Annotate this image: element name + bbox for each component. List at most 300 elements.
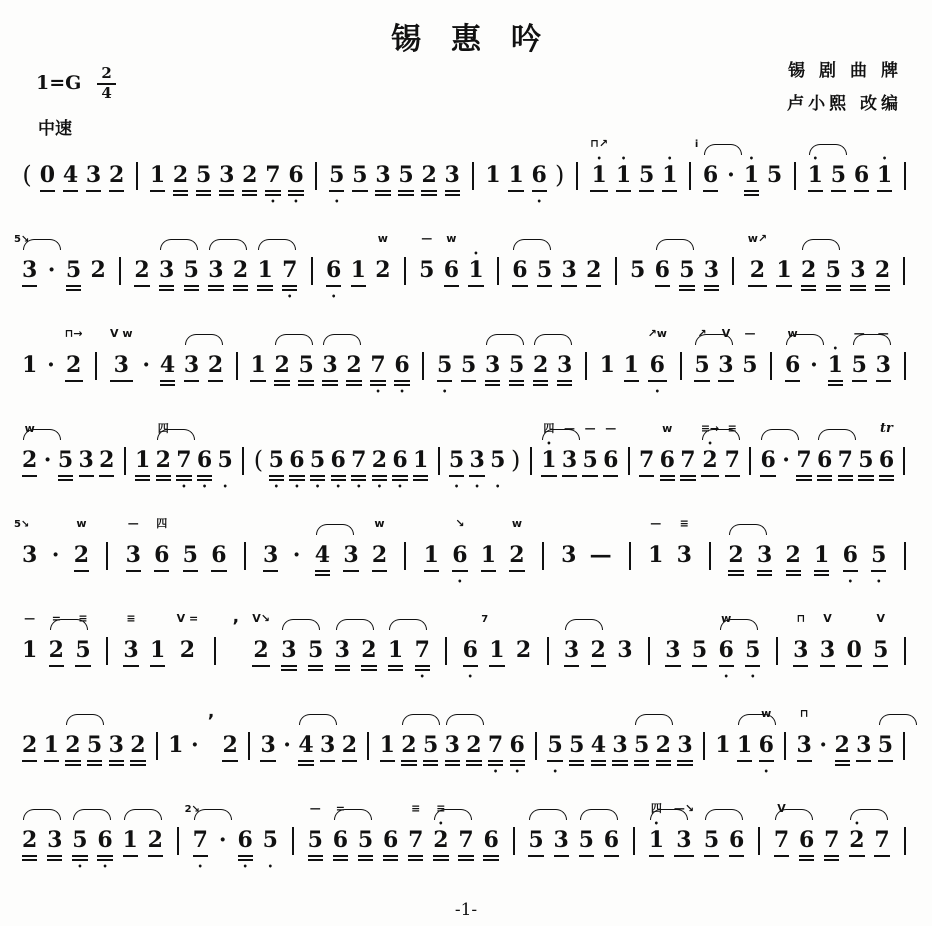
note: = 2 xyxy=(47,609,66,680)
note: 3 xyxy=(84,134,103,205)
slur-arc xyxy=(850,809,888,820)
slur-arc xyxy=(185,334,223,345)
note: 5 xyxy=(356,799,375,870)
barline xyxy=(171,799,185,870)
note: w 6 • xyxy=(757,704,776,775)
slur-arc xyxy=(160,239,198,250)
note: 5 xyxy=(194,134,213,205)
note: 3 xyxy=(279,609,298,680)
ornament-mark: ≡ xyxy=(78,612,88,625)
augmentation-dot: · xyxy=(292,542,301,568)
augmentation-dot: · xyxy=(727,162,735,188)
barline xyxy=(743,419,757,490)
barline xyxy=(230,324,244,395)
note: 3 xyxy=(341,514,360,585)
music-line-7 xyxy=(16,704,916,775)
note: 3 xyxy=(182,324,201,395)
note: 3 xyxy=(562,609,581,680)
barline xyxy=(622,419,636,490)
barline xyxy=(466,134,480,205)
credit-arranger: 卢小熙 改编 xyxy=(787,94,902,114)
note: 2 xyxy=(873,229,892,300)
note: 5 • xyxy=(70,799,89,870)
note: 5 xyxy=(829,134,848,205)
note: ≡ 3 xyxy=(121,609,140,680)
note: 7 • xyxy=(265,162,281,206)
slur-arc xyxy=(209,239,247,250)
note: 6 xyxy=(758,419,777,490)
note: 4 xyxy=(313,514,332,585)
duration-dash: — xyxy=(589,542,612,568)
barline xyxy=(579,324,593,395)
grace-note: 5↘ xyxy=(14,519,30,530)
note: 1 xyxy=(422,514,441,585)
augmentation-dot: · xyxy=(43,447,52,473)
ornament-mark: w xyxy=(787,327,798,340)
slur-arc xyxy=(729,524,767,535)
barline xyxy=(897,229,911,300)
note: w 2 xyxy=(373,229,392,300)
augmentation-dot: · xyxy=(51,542,60,568)
barline xyxy=(898,609,912,680)
barline xyxy=(897,419,911,490)
note: 5 xyxy=(296,324,315,395)
note: 4 xyxy=(61,134,80,205)
note: 1 xyxy=(349,229,368,300)
note: 2 • xyxy=(371,447,388,491)
note: 6 • xyxy=(462,637,478,681)
note: 2 xyxy=(340,704,359,775)
note: 四 • 1 xyxy=(539,419,558,490)
note: 7 xyxy=(836,419,855,490)
note: 3 xyxy=(45,799,64,870)
note: • 1 xyxy=(806,134,825,205)
ornament-mark: — xyxy=(877,327,889,340)
note: 5 xyxy=(702,799,721,870)
note: 6 • xyxy=(842,542,858,586)
barline xyxy=(609,229,623,300)
note: 2 xyxy=(419,134,438,205)
note: 3 xyxy=(333,609,352,680)
note: — 3 xyxy=(124,514,143,585)
ornament-mark: —↘ xyxy=(673,802,695,815)
note: 5 xyxy=(396,134,415,205)
note: 5 • xyxy=(217,447,233,491)
note: 3 xyxy=(552,799,571,870)
note: 1 xyxy=(148,609,167,680)
slur-arc xyxy=(656,239,694,250)
barline xyxy=(100,514,114,585)
ornament-mark: ≡ xyxy=(126,612,136,625)
slur-arc xyxy=(486,334,524,345)
note: — 6 xyxy=(601,419,620,490)
slur-arc xyxy=(389,619,427,630)
note: V 5 xyxy=(871,609,890,680)
note: 5↘ 3 xyxy=(20,514,39,585)
note: 3 xyxy=(318,704,337,775)
note: 3 xyxy=(848,229,867,300)
note: 1 xyxy=(411,419,430,490)
credit-genre: 锡剧曲牌 xyxy=(788,61,912,81)
note: 6 xyxy=(815,419,834,490)
note: 5 • xyxy=(262,827,278,871)
barline xyxy=(238,514,252,585)
grace-note: 2↘ xyxy=(184,804,200,815)
slur-arc xyxy=(534,334,572,345)
note: 3 xyxy=(617,637,633,663)
slur-arc xyxy=(446,714,484,725)
note: 7 • xyxy=(487,732,504,776)
note: 5 xyxy=(181,514,200,585)
note: 2 xyxy=(589,609,608,680)
slur-arc xyxy=(316,524,354,535)
slur-arc xyxy=(73,809,111,820)
note: 5 • xyxy=(547,732,563,776)
note: 3 xyxy=(206,229,225,300)
note: 6 • xyxy=(531,162,547,206)
note: 5 • xyxy=(448,447,465,491)
note: 5 xyxy=(350,134,369,205)
note: = 6 xyxy=(331,799,350,870)
ornament-mark: 四 xyxy=(157,422,169,435)
breath-mark: , xyxy=(232,607,240,627)
ornament-mark: w xyxy=(662,422,673,435)
ornament-mark: — xyxy=(127,517,139,530)
meter-denominator: 4 xyxy=(97,83,115,102)
note: • 1 xyxy=(875,134,894,205)
parenthesis: ( xyxy=(22,161,32,189)
note: 3 xyxy=(483,324,502,395)
note: 2 xyxy=(171,134,190,205)
barline xyxy=(536,514,550,585)
note: 6 xyxy=(510,229,529,300)
note: 0 xyxy=(844,609,863,680)
note: 1 xyxy=(622,324,641,395)
note: ⊓ 3 xyxy=(791,609,810,680)
ornament-mark: V xyxy=(721,327,731,340)
barline xyxy=(788,134,802,205)
slur-arc xyxy=(635,714,673,725)
note: 2 xyxy=(584,229,603,300)
barline xyxy=(286,799,300,870)
barline xyxy=(416,324,430,395)
barline xyxy=(752,799,766,870)
note: • 1 xyxy=(826,324,845,395)
note: 3 xyxy=(258,704,277,775)
note: 2 xyxy=(90,257,106,283)
barline xyxy=(398,229,412,300)
note: ⊓↗ • 1 xyxy=(588,134,610,205)
grace-note: 5↘ xyxy=(14,234,30,245)
note: 5 xyxy=(824,229,843,300)
note: 6 • xyxy=(289,447,305,491)
slur-arc xyxy=(323,334,361,345)
note: 1 xyxy=(248,324,267,395)
note: 1 xyxy=(506,134,525,205)
note: 3 xyxy=(217,134,236,205)
barline xyxy=(113,229,127,300)
slur-arc xyxy=(402,714,440,725)
music-line-6 xyxy=(16,609,916,680)
note: 2 xyxy=(20,799,39,870)
note: tr 6 xyxy=(877,419,896,490)
note: 6 • xyxy=(196,447,213,491)
ornament-mark: w xyxy=(374,517,385,530)
augmentation-dot: · xyxy=(218,827,227,853)
note: 6 • xyxy=(509,732,525,776)
note: 2 xyxy=(97,419,116,490)
barline xyxy=(398,514,412,585)
note: 7 xyxy=(794,419,813,490)
note: 1 xyxy=(774,229,793,300)
note: 2 xyxy=(833,704,852,775)
ornament-mark: w xyxy=(511,517,523,530)
note: 3 xyxy=(559,229,578,300)
note: w↗ 2 xyxy=(746,229,769,300)
ornament-mark: w xyxy=(721,612,732,625)
note: w 6 xyxy=(442,229,461,300)
note: 1 xyxy=(133,419,152,490)
note: 1 xyxy=(715,732,731,758)
ornament-mark: w↗ xyxy=(747,232,768,245)
note: 2 xyxy=(107,134,126,205)
barline xyxy=(674,324,688,395)
barline xyxy=(89,324,103,395)
music-line-5 xyxy=(16,514,916,585)
note: 6 • xyxy=(97,827,113,871)
note: 2 xyxy=(784,514,803,585)
note: 1 xyxy=(386,609,405,680)
barline xyxy=(524,419,538,490)
ornament-mark: V xyxy=(777,802,786,815)
key-label: 1=G xyxy=(36,71,82,94)
grace-note: 7 xyxy=(481,614,489,625)
note: 2 xyxy=(799,229,818,300)
barline xyxy=(242,704,256,775)
barline xyxy=(898,514,912,585)
note: — 3 xyxy=(560,419,579,490)
note: V w 3 xyxy=(108,324,135,395)
note: 5 • xyxy=(329,162,345,206)
augmentation-dot: · xyxy=(283,732,291,758)
note: 5 xyxy=(632,704,651,775)
note: ↗ 5 xyxy=(692,324,711,395)
note: — 5 xyxy=(850,324,869,395)
time-signature xyxy=(97,66,115,102)
slur-arc xyxy=(529,809,567,820)
note: 5 • xyxy=(437,352,453,396)
barline xyxy=(491,229,505,300)
note: 2 xyxy=(63,704,82,775)
note: 2 xyxy=(220,704,239,775)
note: 5 • xyxy=(745,637,761,681)
note: —↘ 3 xyxy=(672,799,696,870)
barline xyxy=(118,419,132,490)
note: w 2 xyxy=(507,514,526,585)
note: V 3 xyxy=(818,609,837,680)
note: ⊓ 3 xyxy=(795,704,814,775)
barline xyxy=(361,704,375,775)
note: 1 xyxy=(735,704,754,775)
note: 四 6 xyxy=(152,514,171,585)
music-lines xyxy=(16,134,916,894)
ornament-mark: ↗ xyxy=(697,327,707,340)
note: 3 xyxy=(663,609,682,680)
barline xyxy=(439,609,453,680)
barline xyxy=(770,609,784,680)
note: i 6 xyxy=(701,134,720,205)
note: 5 xyxy=(64,229,83,300)
barline xyxy=(541,609,555,680)
ornament-mark: ⊓→ xyxy=(64,327,83,340)
music-line-1 xyxy=(16,134,916,205)
note: 3 xyxy=(373,134,392,205)
note: 四 • 1 xyxy=(647,799,666,870)
note: 1 xyxy=(148,134,167,205)
ornament-mark: = xyxy=(51,612,61,625)
barline xyxy=(642,609,656,680)
note: w 2 xyxy=(370,514,389,585)
slur-arc xyxy=(124,809,162,820)
note: 7 xyxy=(456,799,475,870)
note: 6 xyxy=(481,799,500,870)
augmentation-dot: · xyxy=(47,257,56,283)
note: w 6 xyxy=(783,324,802,395)
note: 4 xyxy=(296,704,315,775)
barline xyxy=(570,134,584,205)
ornament-mark: tr xyxy=(880,421,893,436)
note: 5 xyxy=(856,419,875,490)
slur-arc xyxy=(66,714,104,725)
note: ↗w 6 • xyxy=(646,324,669,395)
breath-mark: , xyxy=(207,702,215,722)
note: 2↘ 7 • xyxy=(191,799,210,870)
barline xyxy=(726,229,740,300)
credits xyxy=(787,56,912,114)
ornament-mark: 四 xyxy=(650,802,662,815)
note: 5 xyxy=(526,799,545,870)
note: 1 xyxy=(42,704,61,775)
slur-arc xyxy=(23,809,61,820)
ornament-mark: ⊓ xyxy=(799,707,809,720)
augmentation-dot: · xyxy=(190,732,199,758)
note: ↘ 6 • xyxy=(450,514,469,585)
note: 5 xyxy=(567,704,586,775)
ornament-mark: w xyxy=(446,232,457,245)
augmentation-dot: · xyxy=(47,352,55,378)
augmentation-dot: · xyxy=(142,352,150,378)
note: 7 • xyxy=(282,257,298,301)
note: — 1 xyxy=(20,609,39,680)
note: 四 2 xyxy=(154,419,173,490)
ornament-mark: — xyxy=(584,422,596,435)
slur-arc xyxy=(809,144,847,155)
note: 5 xyxy=(56,419,75,490)
note: 2 xyxy=(531,324,550,395)
ornament-mark: = xyxy=(335,802,345,815)
ornament-mark: — xyxy=(744,327,756,340)
note: • 1 xyxy=(660,134,679,205)
note: 1 xyxy=(168,732,184,758)
note: 3 xyxy=(702,229,721,300)
note: 6 xyxy=(653,229,672,300)
note: 3 xyxy=(555,324,574,395)
note: — 1 xyxy=(646,514,665,585)
note: 7 xyxy=(822,799,841,870)
note: • 1 xyxy=(614,134,633,205)
note: • 2 xyxy=(847,799,866,870)
music-line-4 xyxy=(16,419,916,490)
note: 5 xyxy=(766,162,783,188)
note: 5 • xyxy=(309,447,326,491)
slur-arc xyxy=(802,239,840,250)
ornament-mark: ≡ xyxy=(436,802,446,815)
note: ≡ • 2 xyxy=(431,799,450,870)
note: 0 xyxy=(38,134,57,205)
ornament-mark: — xyxy=(564,422,576,435)
grace-note: i xyxy=(694,139,699,150)
ornament-mark: — xyxy=(309,802,321,815)
slur-arc xyxy=(336,619,374,630)
note: ≡ 7 xyxy=(406,799,425,870)
slur-arc xyxy=(513,239,551,250)
note: 6 • xyxy=(325,257,342,301)
barline xyxy=(100,609,114,680)
note: • 1 xyxy=(466,229,485,300)
note: 5 xyxy=(182,229,201,300)
note: 2 xyxy=(128,704,147,775)
note: 7 • xyxy=(414,637,430,681)
note: 6 xyxy=(852,134,871,205)
slur-arc xyxy=(705,809,743,820)
note: 3 xyxy=(561,542,577,568)
barline xyxy=(627,799,641,870)
barline xyxy=(208,609,222,680)
barline xyxy=(703,514,717,585)
barline xyxy=(432,419,446,490)
note: 7 • xyxy=(351,447,367,491)
note: 2 xyxy=(515,637,532,663)
note: 2 xyxy=(132,229,151,300)
note: 1 xyxy=(255,229,274,300)
note: 6 xyxy=(602,799,621,870)
parenthesis: ) xyxy=(554,161,565,189)
note: 7 • xyxy=(176,447,192,491)
ornament-mark: ≡ xyxy=(411,802,421,815)
note: 6 • xyxy=(237,827,253,871)
note: 3 xyxy=(107,704,126,775)
note: 2 xyxy=(344,324,363,395)
slur-arc xyxy=(275,334,313,345)
note: 3 xyxy=(854,704,873,775)
ornament-mark: — xyxy=(853,327,865,340)
note: 5 xyxy=(690,609,709,680)
note: 6 xyxy=(209,514,228,585)
note: 5 xyxy=(876,704,895,775)
note: 5 xyxy=(637,134,656,205)
note: w 2 xyxy=(20,419,39,490)
note: 6 xyxy=(727,799,746,870)
ornament-mark: V w xyxy=(109,327,133,340)
ornament-mark: w xyxy=(24,422,35,435)
note: 6 xyxy=(797,799,816,870)
ornament-mark: V xyxy=(823,612,832,625)
slur-arc xyxy=(258,239,296,250)
parenthesis: ) xyxy=(510,446,521,474)
note: 3 xyxy=(610,704,629,775)
slur-arc xyxy=(299,714,337,725)
note: 6 xyxy=(381,799,400,870)
